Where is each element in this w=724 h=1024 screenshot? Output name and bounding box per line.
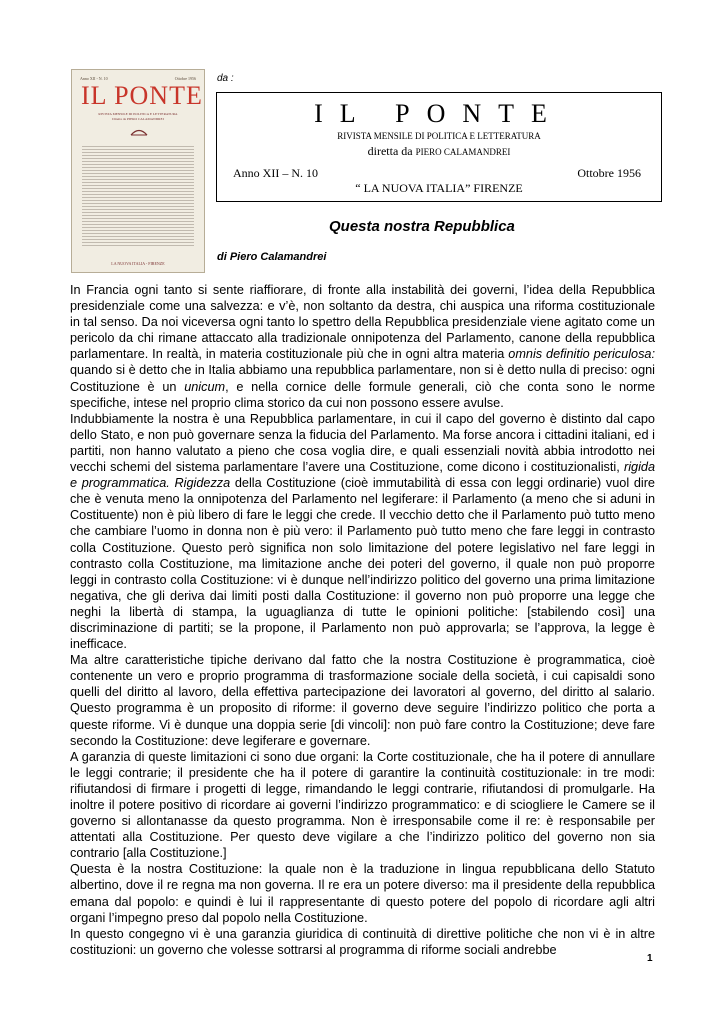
cover-publisher: LA NUOVA ITALIA - FIRENZE	[111, 261, 165, 266]
p2-rigida: rigida e programmatica. Rigidezza	[70, 460, 655, 491]
masthead-date: Ottobre 1956	[577, 166, 641, 180]
p1-text-e: , e nella cornice delle formule generali, ciò che conta sono le norme specifiche, intese nel proprio clima storico da cui non possono essere avulse.	[70, 379, 655, 410]
cover-subtitle	[82, 112, 194, 122]
bridge-emblem-icon	[130, 126, 148, 136]
masthead-director: PIERO CALAMANDREI	[415, 147, 511, 157]
masthead-publisher: “ LA NUOVA ITALIA” FIRENZE	[355, 181, 523, 195]
cover-month: Ottobre 1956	[174, 76, 196, 81]
masthead-issue: Anno XII – N. 10	[233, 166, 318, 180]
article-body	[70, 282, 655, 958]
paragraph-6: In questo congegno vi è una garanzia giuridica di continuità di direttive politiche che non vi è in altre costituzioni: un governo che volesse sottrarsi al programma di riforme sociali andrebbe	[70, 926, 655, 957]
paragraph-2	[70, 411, 655, 652]
p1-unicum: unicum	[184, 379, 226, 394]
p1-text-a: In Francia ogni tanto si sente riaffiorare, di fronte alla instabilità dei governi, l’idea della Repubblica presidenziale come una salvezza: e v’è, non soltanto da destra, chi auspica una riforma costituzionale in tal senso. Da noi viceversa ogni tanto lo spettro della Repubblica presidenziale viene agitato come un pericolo da chi rimane attaccato alla tradizionale onnipotenza del Parlamento, canone della repubblica parlamentare. In realtà, in materia costituzionale più che in ogni altra materia	[70, 283, 655, 362]
article-byline: di Piero Calamandrei	[217, 251, 327, 263]
source-label: da :	[217, 73, 234, 84]
magazine-cover-image	[71, 69, 205, 273]
paragraph-1	[70, 282, 655, 411]
masthead-title: IL PONTE	[314, 99, 564, 128]
page-number: 1	[647, 953, 653, 964]
cover-table-of-contents	[82, 144, 194, 246]
cover-issue: Anno XII - N. 10	[80, 76, 108, 81]
cover-subtitle-line: RIVISTA MENSILE DI POLITICA E LETTERATURA	[98, 112, 178, 116]
masthead-subtitle: RIVISTA MENSILE DI POLITICA E LETTERATURA	[337, 131, 541, 141]
p2-text-a: Indubbiamente la nostra è una Repubblica parlamentare, in cui il capo del governo è distinto dal capo dello Stato, e non può governare senza la fiducia del Parlamento. Ma forse ancora i cittadini italiani, ed i partiti, non hanno valutato a pieno che cosa voglia dire, e quali essenziali novità abbia introdotto nei vecchi schemi del sistema parlamentare l’avere una Costituzione, come dicono i costituzionalisti,	[70, 411, 655, 475]
article-title: Questa nostra Repubblica	[329, 218, 515, 235]
masthead-directed-prefix: diretta da	[367, 144, 413, 158]
cover-director: Diretta da PIERO CALAMANDREI	[112, 117, 164, 121]
cover-masthead: IL PONTE	[81, 81, 203, 110]
p1-latin-phrase: omnis definitio periculosa:	[508, 347, 656, 362]
masthead-director-line	[217, 144, 661, 159]
p1-text-c: quando si è detto che in Italia abbiamo una repubblica parlamentare, non si è detto nulla di preciso: ogni Costituzione è un	[70, 363, 655, 394]
paragraph-3: Ma altre caratteristiche tipiche derivano dal fatto che la nostra Costituzione è programmatica, cioè contenente un vero e proprio programma di trasformazione sociale della società, i cui capisaldi sono quelli del diritto al lavoro, della effettiva partecipazione dei lavoratori al governo, del diritto al salario. Questo programma è un proposito di riforme: il governo deve seguire l’indirizzo politico che porta a queste riforme. Vi è dunque una doppia serie [di vincoli]: non può fare contro la Costituzione; deve fare secondo la Costituzione: deve legiferare e governare.	[70, 653, 655, 748]
masthead-box	[216, 92, 662, 202]
paragraph-4: A garanzia di queste limitazioni ci sono due organi: la Corte costituzionale, che ha il potere di annullare le leggi contrarie; il presidente che ha il potere di garantire la continuità costituzionale: in tre modi: rifiutandosi di firmare i progetti di legge, rimandando le leggi contrarie, rifiutandosi di promulgarle. Ha inoltre il potere positivo di ricordare ai governi l’indirizzo programmatico: e di scioglierе le Camere se il governo si allontanasse da questo programma. Non è irresponsabile come il re: è responsabile per attentati alla Costituzione. Per questo deve vigilare a che l’indirizzo politico del governo non sia contrario [alla Costituzione.]	[70, 749, 655, 861]
paragraph-5: Questa è la nostra Costituzione: la quale non è la traduzione in lingua repubblicana dello Statuto albertino, dove il re regna ma non governa. Il re era un potere diverso: ma il presidente della repubblica emana dal popolo: e quindi è lui il rappresentante di questo potere del popolo di ricordare agli altri organi l’impegno preso dal popolo nella Costituzione.	[70, 862, 655, 925]
p2-text-c: della Costituzione (cioè immutabilità di essa con leggi ordinarie) vuol dire che è venuta meno la onnipotenza del Parlamento nel legiferare: il Parlamento (a meno che si aduni in Costituente) non è più libero di fare le leggi che crede. Il vecchio detto che il Parlamento può tutto meno che cambiare l’uomo in donna non è più vero: il Parlamento può tutto meno che fare leggi in contrasto colla Costituzione. Questo però significa non solo limitazione del potere legislativo nel fare leggi in contrasto colla Costituzione, ma limitazione anche dei poteri del governo, il quale non può proporre leggi in contrasto colla Costituzione: vi è dunque nell’indirizzo politico del governo una prima limitazione negativa, che gli deriva dai limiti posti dalla Costituzione: il governo non può proporre una legge che neghi la libertà di stampa, la uguaglianza di tutte le opinioni politiche: [stabilendo così] una discriminazione di partiti; se la propone, il Parlamento non può approvarla; se l’approva, la legge è inefficace.	[70, 476, 655, 652]
